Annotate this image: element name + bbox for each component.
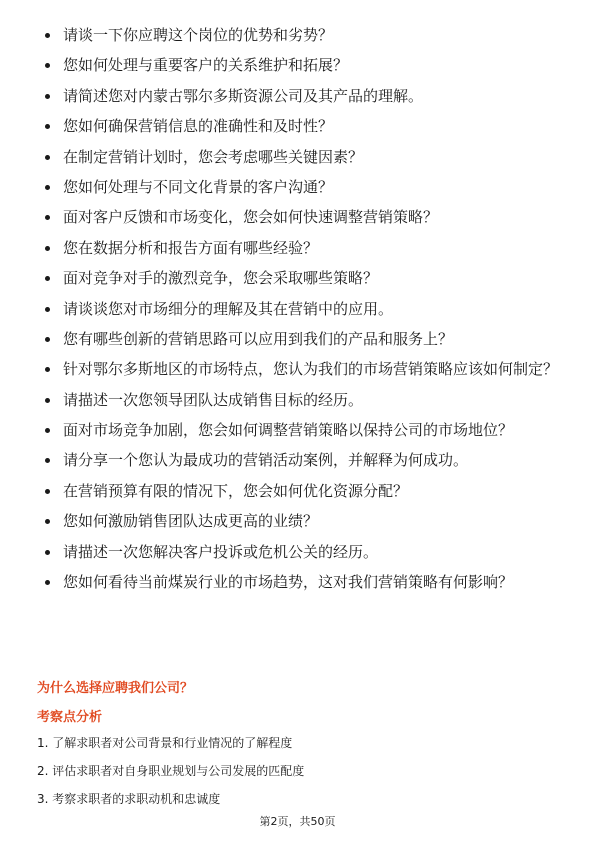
question-item <box>40 298 560 320</box>
question-text: 您如何看待当前煤炭行业的市场趋势，这对我们营销策略有何影响？ <box>63 573 514 592</box>
analysis-item: 1. 了解求职者对公司背景和行业情况的了解程度 <box>37 736 293 750</box>
question-item <box>40 358 560 380</box>
bullet-dot-icon <box>45 155 50 160</box>
question-text: 请描述一次您领导团队达成销售目标的经历。 <box>63 390 364 409</box>
question-item <box>40 389 560 411</box>
bullet-dot-icon <box>45 458 50 463</box>
question-item <box>40 24 560 46</box>
question-text: 面对竞争对手的激烈竞争，您会采取哪些策略？ <box>63 269 379 288</box>
question-text: 您如何确保营销信息的准确性和及时性？ <box>63 117 334 136</box>
question-item <box>40 54 560 76</box>
analysis-item: 2. 评估求职者对自身职业规划与公司发展的匹配度 <box>37 764 305 778</box>
bullet-dot-icon <box>45 246 50 251</box>
question-text: 您如何处理与重要客户的关系维护和拓展？ <box>63 56 349 75</box>
question-item <box>40 146 560 168</box>
page-number-footer: 第2页，共50页 <box>259 815 336 828</box>
bullet-dot-icon <box>45 33 50 38</box>
question-text: 在制定营销计划时，您会考虑哪些关键因素？ <box>63 147 364 166</box>
question-item <box>40 449 560 471</box>
question-text: 您如何激励销售团队达成更高的业绩？ <box>63 512 319 531</box>
bullet-dot-icon <box>45 276 50 281</box>
question-item <box>40 571 560 593</box>
question-item <box>40 328 560 350</box>
question-text: 面对市场竞争加剧，您会如何调整营销策略以保持公司的市场地位？ <box>63 421 514 440</box>
question-text: 请描述一次您解决客户投诉或危机公关的经历。 <box>63 542 379 561</box>
question-text: 面对客户反馈和市场变化，您会如何快速调整营销策略？ <box>63 208 439 227</box>
question-text: 您在数据分析和报告方面有哪些经验？ <box>63 238 319 257</box>
question-item <box>40 115 560 137</box>
bullet-dot-icon <box>45 489 50 494</box>
question-item <box>40 480 560 502</box>
bullet-dot-icon <box>45 519 50 524</box>
question-item <box>40 206 560 228</box>
bullet-dot-icon <box>45 185 50 190</box>
question-item <box>40 419 560 441</box>
question-item <box>40 237 560 259</box>
question-item <box>40 85 560 107</box>
question-text: 请谈谈您对市场细分的理解及其在营销中的应用。 <box>63 299 394 318</box>
bullet-dot-icon <box>45 63 50 68</box>
question-item <box>40 176 560 198</box>
analysis-item: 3. 考察求职者的求职动机和忠诚度 <box>37 792 221 806</box>
question-item <box>40 541 560 563</box>
bullet-dot-icon <box>45 398 50 403</box>
bullet-dot-icon <box>45 367 50 372</box>
question-text: 您如何处理与不同文化背景的客户沟通？ <box>63 177 334 196</box>
bullet-dot-icon <box>45 124 50 129</box>
question-text: 在营销预算有限的情况下，您会如何优化资源分配？ <box>63 481 409 500</box>
question-text: 您有哪些创新的营销思路可以应用到我们的产品和服务上？ <box>63 329 454 348</box>
analysis-heading: 考察点分析 <box>37 710 103 725</box>
analysis-list <box>37 734 557 818</box>
bullet-dot-icon <box>45 215 50 220</box>
question-text: 针对鄂尔多斯地区的市场特点，您认为我们的市场营销策略应该如何制定？ <box>63 360 559 379</box>
section-heading: 为什么选择应聘我们公司？ <box>37 681 194 696</box>
question-list <box>40 24 560 601</box>
question-text: 请简述您对内蒙古鄂尔多斯资源公司及其产品的理解。 <box>63 86 424 105</box>
bullet-dot-icon <box>45 307 50 312</box>
question-item <box>40 267 560 289</box>
bullet-dot-icon <box>45 580 50 585</box>
question-text: 请分享一个您认为最成功的营销活动案例，并解释为何成功。 <box>63 451 469 470</box>
question-text: 请谈一下你应聘这个岗位的优势和劣势？ <box>63 26 334 44</box>
bullet-dot-icon <box>45 428 50 433</box>
bullet-dot-icon <box>45 94 50 99</box>
question-item <box>40 510 560 532</box>
bullet-dot-icon <box>45 550 50 555</box>
bullet-dot-icon <box>45 337 50 342</box>
